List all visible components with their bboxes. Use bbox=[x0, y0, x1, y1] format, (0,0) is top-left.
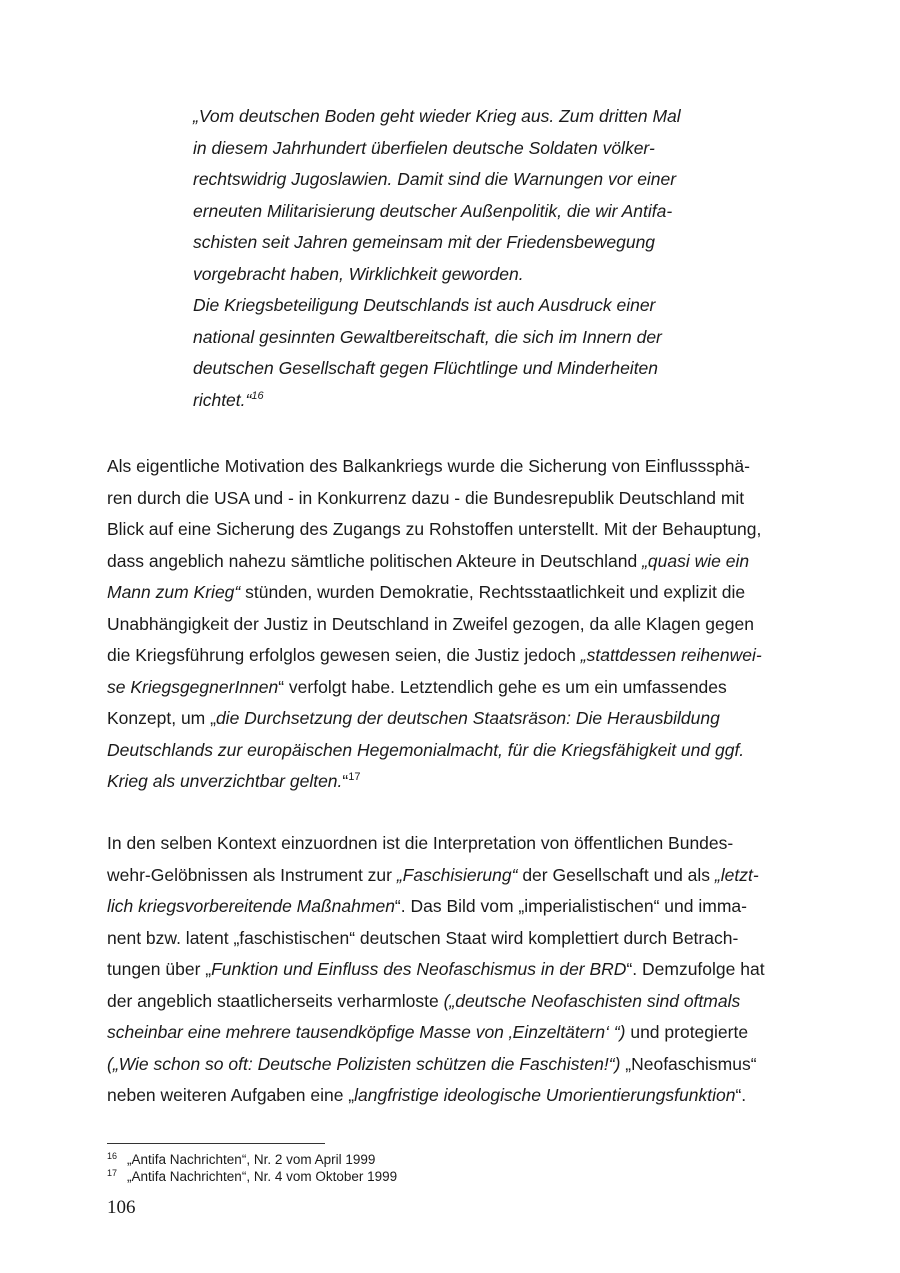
italic-run: Mann zum Krieg“ bbox=[107, 582, 241, 602]
quote-last-text: richtet.“ bbox=[193, 389, 252, 410]
footnote-text: „Antifa Nachrichten“, Nr. 4 vom Oktober 1999 bbox=[127, 1169, 398, 1184]
text-line: nent bzw. latent „faschistischen“ deutschen Staat wird komplettiert durch Betrach- bbox=[107, 927, 739, 948]
text-line bbox=[107, 546, 807, 578]
quote-line: „Vom deutschen Boden geht wieder Krieg aus. Zum dritten Mal bbox=[193, 106, 681, 126]
quote-line: deutschen Gesellschaft gegen Flüchtlinge und Minderheiten bbox=[193, 358, 659, 378]
italic-run: „Faschisierung“ bbox=[396, 864, 518, 885]
footnotes bbox=[107, 1151, 397, 1185]
text-run: „Neofaschismus“ bbox=[620, 1053, 757, 1074]
text-line bbox=[107, 1049, 807, 1081]
italic-run: „stattdessen reihenwei- bbox=[580, 645, 762, 665]
text-run: “ bbox=[342, 771, 349, 791]
text-run: tungen über „ bbox=[107, 959, 212, 979]
text-line: Als eigentliche Motivation des Balkankriegs wurde die Sicherung von Einflusssphä- bbox=[107, 456, 750, 476]
text-line bbox=[107, 703, 807, 735]
italic-run: langfristige ideologische Umorientierungsfunktion bbox=[354, 1085, 736, 1105]
footnote-ref-17: 17 bbox=[348, 771, 361, 783]
block-quote bbox=[193, 101, 753, 416]
text-run: der angeblich staatlicherseits verharmloste bbox=[107, 990, 444, 1011]
italic-run: lich kriegsvorbereitende Maßnahmen bbox=[107, 896, 395, 916]
text-run: “ verfolgt habe. Letztendlich gehe es um ein umfassendes bbox=[278, 676, 727, 697]
footnote-number: 16 bbox=[107, 1151, 118, 1161]
text-run: der Gesellschaft und als bbox=[517, 864, 715, 885]
footnote-17 bbox=[107, 1168, 397, 1185]
text-run: stünden, wurden Demokratie, Rechtsstaatlichkeit und explizit die bbox=[240, 582, 746, 602]
italic-run: („deutsche Neofaschisten sind oftmals bbox=[443, 990, 741, 1011]
text-line: ren durch die USA und - in Konkurrenz dazu - die Bundesrepublik Deutschland mit bbox=[107, 487, 745, 508]
text-run: wehr-Gelöbnissen als Instrument zur bbox=[107, 864, 397, 885]
footnote-separator bbox=[107, 1143, 325, 1144]
italic-run: Krieg als unverzichtbar gelten. bbox=[107, 771, 343, 791]
text-line bbox=[107, 672, 807, 704]
quote-line: erneuten Militarisierung deutscher Außenpolitik, die wir Antifa- bbox=[193, 200, 673, 221]
text-run: “. bbox=[735, 1085, 747, 1105]
text-run: “. Das Bild vom „imperialistischen“ und imma- bbox=[394, 896, 747, 916]
text-line: Blick auf eine Sicherung des Zugangs zu Rohstoffen unterstellt. Mit der Behauptung, bbox=[107, 519, 762, 539]
italic-run: „letzt- bbox=[714, 864, 759, 885]
paragraph-motivation bbox=[107, 451, 807, 798]
text-line bbox=[107, 860, 807, 892]
text-run: und protegierte bbox=[625, 1022, 749, 1042]
text-run: “. Demzufolge hat bbox=[626, 959, 765, 979]
italic-run: Funktion und Einfluss des Neofaschismus in der BRD bbox=[211, 959, 627, 979]
footnote-ref-16: 16 bbox=[251, 389, 264, 402]
text-line bbox=[107, 1080, 807, 1112]
italic-run: („Wie schon so oft: Deutsche Polizisten schützen die Faschisten!“) bbox=[107, 1053, 621, 1074]
quote-line: in diesem Jahrhundert überfielen deutsche Soldaten völker- bbox=[193, 137, 655, 158]
text-line: In den selben Kontext einzuordnen ist die Interpretation von öffentlichen Bundes- bbox=[107, 833, 734, 853]
quote-line: vorgebracht haben, Wirklichkeit geworden. bbox=[193, 263, 524, 284]
text-run: neben weiteren Aufgaben eine „ bbox=[107, 1085, 355, 1105]
text-line bbox=[107, 766, 807, 798]
italic-run: scheinbar eine mehrere tausendköpfige Masse von ‚Einzeltätern‘ “) bbox=[107, 1022, 626, 1042]
italic-run: se KriegsgegnerInnen bbox=[107, 676, 279, 697]
text-line bbox=[107, 954, 807, 986]
text-line bbox=[107, 986, 807, 1018]
text-run: die Kriegsführung erfolglos gewesen seien, die Justiz jedoch bbox=[107, 645, 581, 665]
italic-run: „quasi wie ein bbox=[642, 550, 750, 571]
footnote-number: 17 bbox=[107, 1168, 118, 1178]
text-line: Deutschlands zur europäischen Hegemonialmacht, für die Kriegsfähigkeit und ggf. bbox=[107, 739, 745, 760]
text-run: dass angeblich nahezu sämtliche politischen Akteure in Deutschland bbox=[107, 550, 643, 571]
quote-line: schisten seit Jahren gemeinsam mit der Friedensbewegung bbox=[193, 232, 656, 252]
quote-line bbox=[193, 385, 753, 417]
paragraph-context bbox=[107, 828, 807, 1112]
footnote-text: „Antifa Nachrichten“, Nr. 2 vom April 1999 bbox=[127, 1152, 376, 1167]
text-line bbox=[107, 891, 807, 923]
text-line bbox=[107, 640, 807, 672]
quote-line: Die Kriegsbeteiligung Deutschlands ist auch Ausdruck einer bbox=[193, 295, 656, 315]
page-number: 106 bbox=[107, 1197, 136, 1218]
quote-line: rechtswidrig Jugoslawien. Damit sind die Warnungen vor einer bbox=[193, 169, 677, 189]
text-line bbox=[107, 1017, 807, 1049]
italic-run: die Durchsetzung der deutschen Staatsräson: Die Herausbildung bbox=[215, 708, 720, 728]
quote-line: national gesinnten Gewaltbereitschaft, die sich im Innern der bbox=[193, 326, 662, 347]
text-line bbox=[107, 577, 807, 609]
text-line: Unabhängigkeit der Justiz in Deutschland in Zweifel gezogen, da alle Klagen gegen bbox=[107, 613, 754, 634]
footnote-16 bbox=[107, 1151, 397, 1168]
text-run: Konzept, um „ bbox=[107, 708, 216, 728]
